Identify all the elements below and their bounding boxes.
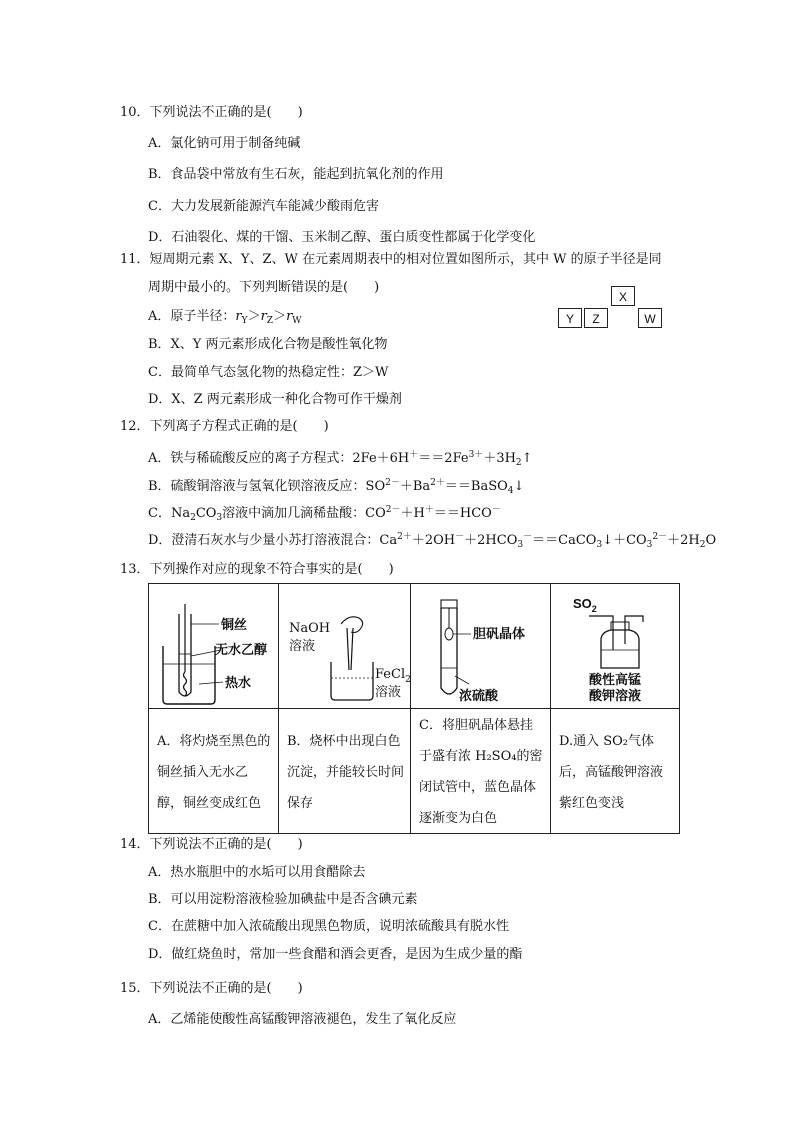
sup: 2＋ xyxy=(430,478,445,488)
label-kmno4-1: 酸性高锰 xyxy=(589,672,642,687)
q12-c-part2: 溶液中滴加几滴稀盐酸：CO xyxy=(222,506,386,521)
cell-z: Z xyxy=(584,308,608,328)
q12-b-part4: ↓ xyxy=(513,479,525,494)
r-symbol: r xyxy=(260,309,267,324)
q10-stem: 10．下列说法不正确的是( ) xyxy=(120,105,303,120)
q12-c-part1: C．Na xyxy=(148,506,191,521)
label-copper-wire: 铜丝 xyxy=(221,617,248,632)
q12-a-part2: ＝＝2Fe xyxy=(418,451,469,466)
sub: 3 xyxy=(596,540,603,550)
label-solution-1: 溶液 xyxy=(289,639,316,654)
q11-stem-line2: 周期中最小的。下列判断错误的是( ) xyxy=(148,280,380,295)
q13-cell-d: D.通入 SO₂气体后，高锰酸钾溶液紫红色变浅 xyxy=(559,734,664,811)
sup: 3＋ xyxy=(468,450,484,460)
r-symbol: r xyxy=(235,309,242,324)
fecl-text: FeCl xyxy=(375,667,406,682)
q12-b-part1: B．硫酸铜溶液与氢氧化钡溶液反应：SO xyxy=(148,479,386,494)
sup: 2－ xyxy=(652,532,668,542)
gt-1: ＞ xyxy=(247,309,261,324)
so-sub: 2 xyxy=(591,604,597,614)
sub: 2 xyxy=(190,513,196,523)
q14-option-c: C．在蔗糖中加入浓硫酸出现黑色物质，说明浓硫酸具有脱水性 xyxy=(148,919,509,934)
q12-c-co: CO xyxy=(195,506,217,521)
q13-stem: 13．下列操作对应的现象不符合事实的是( ) xyxy=(120,562,394,577)
q10-option-c: C．大力发展新能源汽车能减少酸雨危害 xyxy=(148,199,379,214)
figure-copper-ethanol xyxy=(149,584,279,708)
q11-option-a xyxy=(148,308,302,330)
label-naoh: NaOH xyxy=(289,621,331,636)
cell-w: W xyxy=(638,308,662,328)
q12-option-a xyxy=(148,446,533,472)
q15-stem: 15．下列说法不正确的是( ) xyxy=(120,981,303,996)
sup: － xyxy=(455,532,465,542)
sub-w: W xyxy=(292,316,302,326)
figure-crystal-tube xyxy=(411,584,551,708)
figure-so2-bottle xyxy=(551,584,679,708)
q12-d-part1: D．澄清石灰水与少量小苏打溶液混合：Ca xyxy=(148,533,398,548)
label-ethanol: 无水乙醇 xyxy=(215,642,268,657)
q15-option-a: A．乙烯能使酸性高锰酸钾溶液褪色，发生了氧化反应 xyxy=(148,1012,457,1027)
sup: 2－ xyxy=(385,505,401,515)
label-hot-water: 热水 xyxy=(225,675,252,690)
label-solution-2: 溶液 xyxy=(375,685,402,700)
q14-option-a: A．热水瓶胆中的水垢可以用食醋除去 xyxy=(148,865,366,880)
q14-option-b: B．可以用淀粉溶液检验加碘盐中是否含碘元素 xyxy=(148,892,418,907)
q12-a-part3: ＋3H xyxy=(483,451,516,466)
label-fecl2 xyxy=(375,667,411,685)
label-acid: 浓硫酸 xyxy=(459,688,499,703)
sub-y: Y xyxy=(241,316,248,326)
q11-option-a-prefix: A．原子半径： xyxy=(148,309,236,324)
periodic-table-fragment xyxy=(558,286,662,330)
q10-option-a: A．氯化钠可用于制备纯碱 xyxy=(148,136,301,151)
sub: 3 xyxy=(216,513,223,523)
sub: 4 xyxy=(507,486,514,496)
q13-cell-a: A．将灼烧至黑色的铜丝插入无水乙醇，铜丝变成红色 xyxy=(157,734,271,811)
q12-d-part6: ＋2H xyxy=(667,533,700,548)
label-kmno4-2: 酸钾溶液 xyxy=(589,688,642,703)
q11-option-c: C．最简单气态氢化物的热稳定性：Z＞W xyxy=(148,365,389,380)
sup: 2－ xyxy=(385,478,400,488)
q12-c-part4: ＝＝HCO xyxy=(433,506,492,521)
q14-stem: 14．下列说法不正确的是( ) xyxy=(120,837,303,852)
sup: ＋ xyxy=(409,450,419,460)
sup: ＋ xyxy=(424,505,434,515)
so-text: SO xyxy=(573,596,592,611)
q13-table xyxy=(148,583,680,834)
q12-option-b xyxy=(148,474,524,500)
q12-a-part1: A．铁与稀硫酸反应的离子方程式：2Fe＋6H xyxy=(148,451,410,466)
q11-option-b: B．X、Y 两元素形成化合物是酸性氧化物 xyxy=(148,337,388,352)
q11-stem-line1: 11．短周期元素 X、Y、Z、W 在元素周期表中的相对位置如图所示，其中 W 的原子半径是同 xyxy=(120,252,662,267)
q12-d-part2: ＋2OH xyxy=(411,533,456,548)
sup: 2＋ xyxy=(397,532,412,542)
sup: － xyxy=(491,505,501,515)
sub-z: Z xyxy=(266,316,274,326)
q12-option-c xyxy=(148,501,501,527)
figure-naoh-fecl2 xyxy=(279,584,411,708)
sub: 2 xyxy=(515,458,522,468)
gt-2: ＞ xyxy=(273,309,287,324)
sup: － xyxy=(523,532,533,542)
cell-y: Y xyxy=(558,308,582,328)
q13-cell-b: B．烧杯中出现白色沉淀，并能较长时间保存 xyxy=(287,734,405,811)
sub: 3 xyxy=(646,540,653,550)
q12-d-part3: ＋2HCO xyxy=(464,533,518,548)
r-symbol: r xyxy=(286,309,293,324)
q10-option-b: B．食品袋中常放有生石灰，能起到抗氧化剂的作用 xyxy=(148,167,444,182)
q12-d-part4: ＝＝CaCO xyxy=(532,533,597,548)
label-crystal: 胆矾晶体 xyxy=(473,626,526,641)
q10-option-d: D．石油裂化、煤的干馏、玉米制乙醇、蛋白质变性都属于化学变化 xyxy=(148,230,536,245)
q11-option-d: D．X、Z 两元素形成一种化合物可作干燥剂 xyxy=(148,392,402,407)
q12-d-part5: ↓＋CO xyxy=(602,533,647,548)
q12-d-part7: O xyxy=(705,533,717,548)
q13-table-row-divider xyxy=(149,708,679,709)
q12-stem: 12．下列离子方程式正确的是( ) xyxy=(120,419,329,434)
sub: 2 xyxy=(699,540,706,550)
q13-cell-c: C．将胆矾晶体悬挂于盛有浓 H₂SO₄的密闭试管中，蓝色晶体逐渐变为白色 xyxy=(419,718,543,826)
q12-option-d xyxy=(148,528,716,554)
q12-b-part2: ＋Ba xyxy=(399,479,431,494)
q14-option-d: D．做红烧鱼时，常加一些食醋和酒会更香，是因为生成少量的酯 xyxy=(148,947,523,962)
label-so2 xyxy=(573,596,597,614)
q12-c-part3: ＋H xyxy=(400,506,425,521)
sub: 3 xyxy=(517,540,524,550)
q12-a-part4: ↑ xyxy=(521,451,533,466)
q12-b-part3: ＝＝BaSO xyxy=(444,479,508,494)
fecl-sub: 2 xyxy=(405,675,411,685)
cell-x: X xyxy=(611,286,635,306)
